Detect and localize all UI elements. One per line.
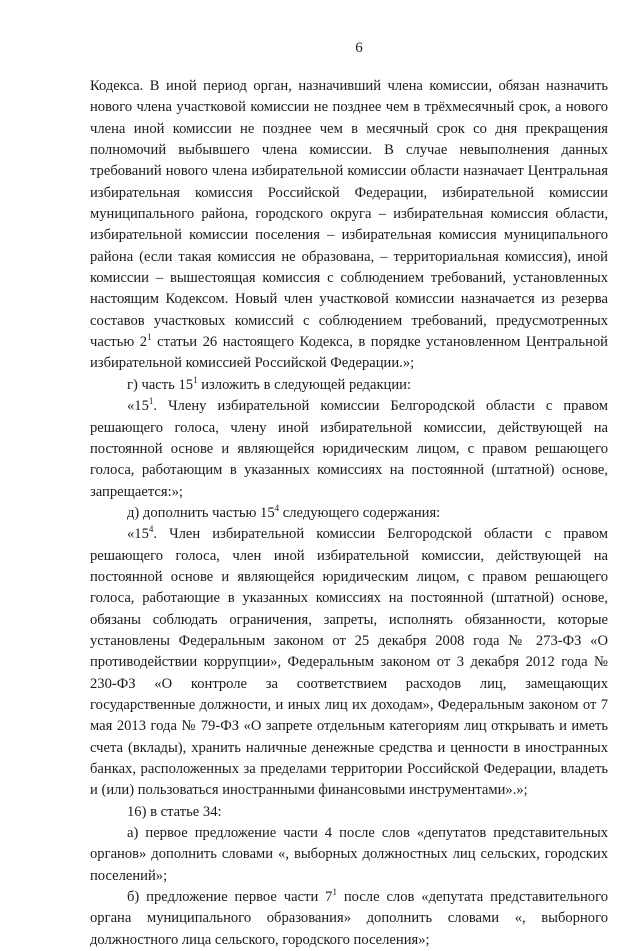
paragraph-continuation: Кодекса. В иной период орган, назначивший члена комиссии, обязан назначить нового члена участковой комиссии не позднее чем в трёхмесячный срок, а нового члена иной комиссии не позднее чем в месячный срок со дня прекращения полномочий выбывшего члена комиссии. В случае невыполнения данных требований нового члена избирательной комиссии области назначает Центральная избирательная комиссия Российской Федерации, избирательной комиссии муниципального района, городского округа – избирательная комиссия области, избирательной комиссии поселения – избирательная комиссия муниципального района (если такая комиссия не образована, – территориальная комиссия), иной комиссии – вышестоящая комиссия с соблюдением требований, установленных настоящим Кодексом. Новый член участковой комиссии назначается из резерва составов участковых комиссий с соблюдением требований, предусмотренных частью $2^1$ статьи 26 настоящего Кодекса, в порядке установленном Центральной избирательной комиссией Российской Федерации.»; <box>90 78 608 372</box>
document-body <box>90 76 608 951</box>
paragraph-item-16: 16) в статье 34: <box>127 803 222 820</box>
page-number: 6 <box>355 40 363 56</box>
paragraph-part-15-4: «$15^4$. Член избирательной комиссии Белгородской области с правом решающего голоса, член иной избирательной комиссии, действующей на постоянной основе и являющейся юридическим лицом, с правом решающего голоса, работающие в указанных комиссиях на постоянной (штатной) основе, обязаны соблюдать ограничения, запреты, исполнять обязанности, которые установлены Федеральным законом от 25 декабря 2008 года № 273-ФЗ «О противодействии коррупции», Федеральным законом от 3 декабря 2012 года № 230-ФЗ «О контроле за соответствием расходов лиц, замещающих государственные должности, и иных лиц их доходам», Федеральным законом от 7 мая 2013 года № 79-ФЗ «О запрете отдельным категориям лиц открывать и иметь счета (вклады), хранить наличные денежные средства и ценности в иностранных банках, расположенных за пределами территории Российской Федерации, владеть и (или) пользоваться иностранными финансовыми инструментами».»; <box>90 524 608 799</box>
paragraph-item-d: д) дополнить частью $15^4$ следующего содержания: <box>127 502 441 521</box>
paragraph-item-b: б) предложение первое части $7^1$ после слов «депутата представительного органа муниципального образования» дополнить словами «, выборного должностного лица сельского, городского поселения»; <box>90 887 609 948</box>
paragraph-item-g: г) часть $15^1$ изложить в следующей редакции: <box>127 374 412 393</box>
paragraph-item-a: а) первое предложение части 4 после слов «депутатов представительных органов» дополнить словами «, выборных должностных лиц сельских, городских поселений»; <box>90 825 608 884</box>
paragraph-part-15-1: «$15^1$. Члену избирательной комиссии Белгородской области с правом решающего голоса, члену иной избирательной комиссии, действующей на постоянной основе и являющейся юридическим лицом, с правом решающего голоса, работающим в указанных комиссиях на постоянной (штатной) основе, запрещается:»; <box>90 396 608 500</box>
